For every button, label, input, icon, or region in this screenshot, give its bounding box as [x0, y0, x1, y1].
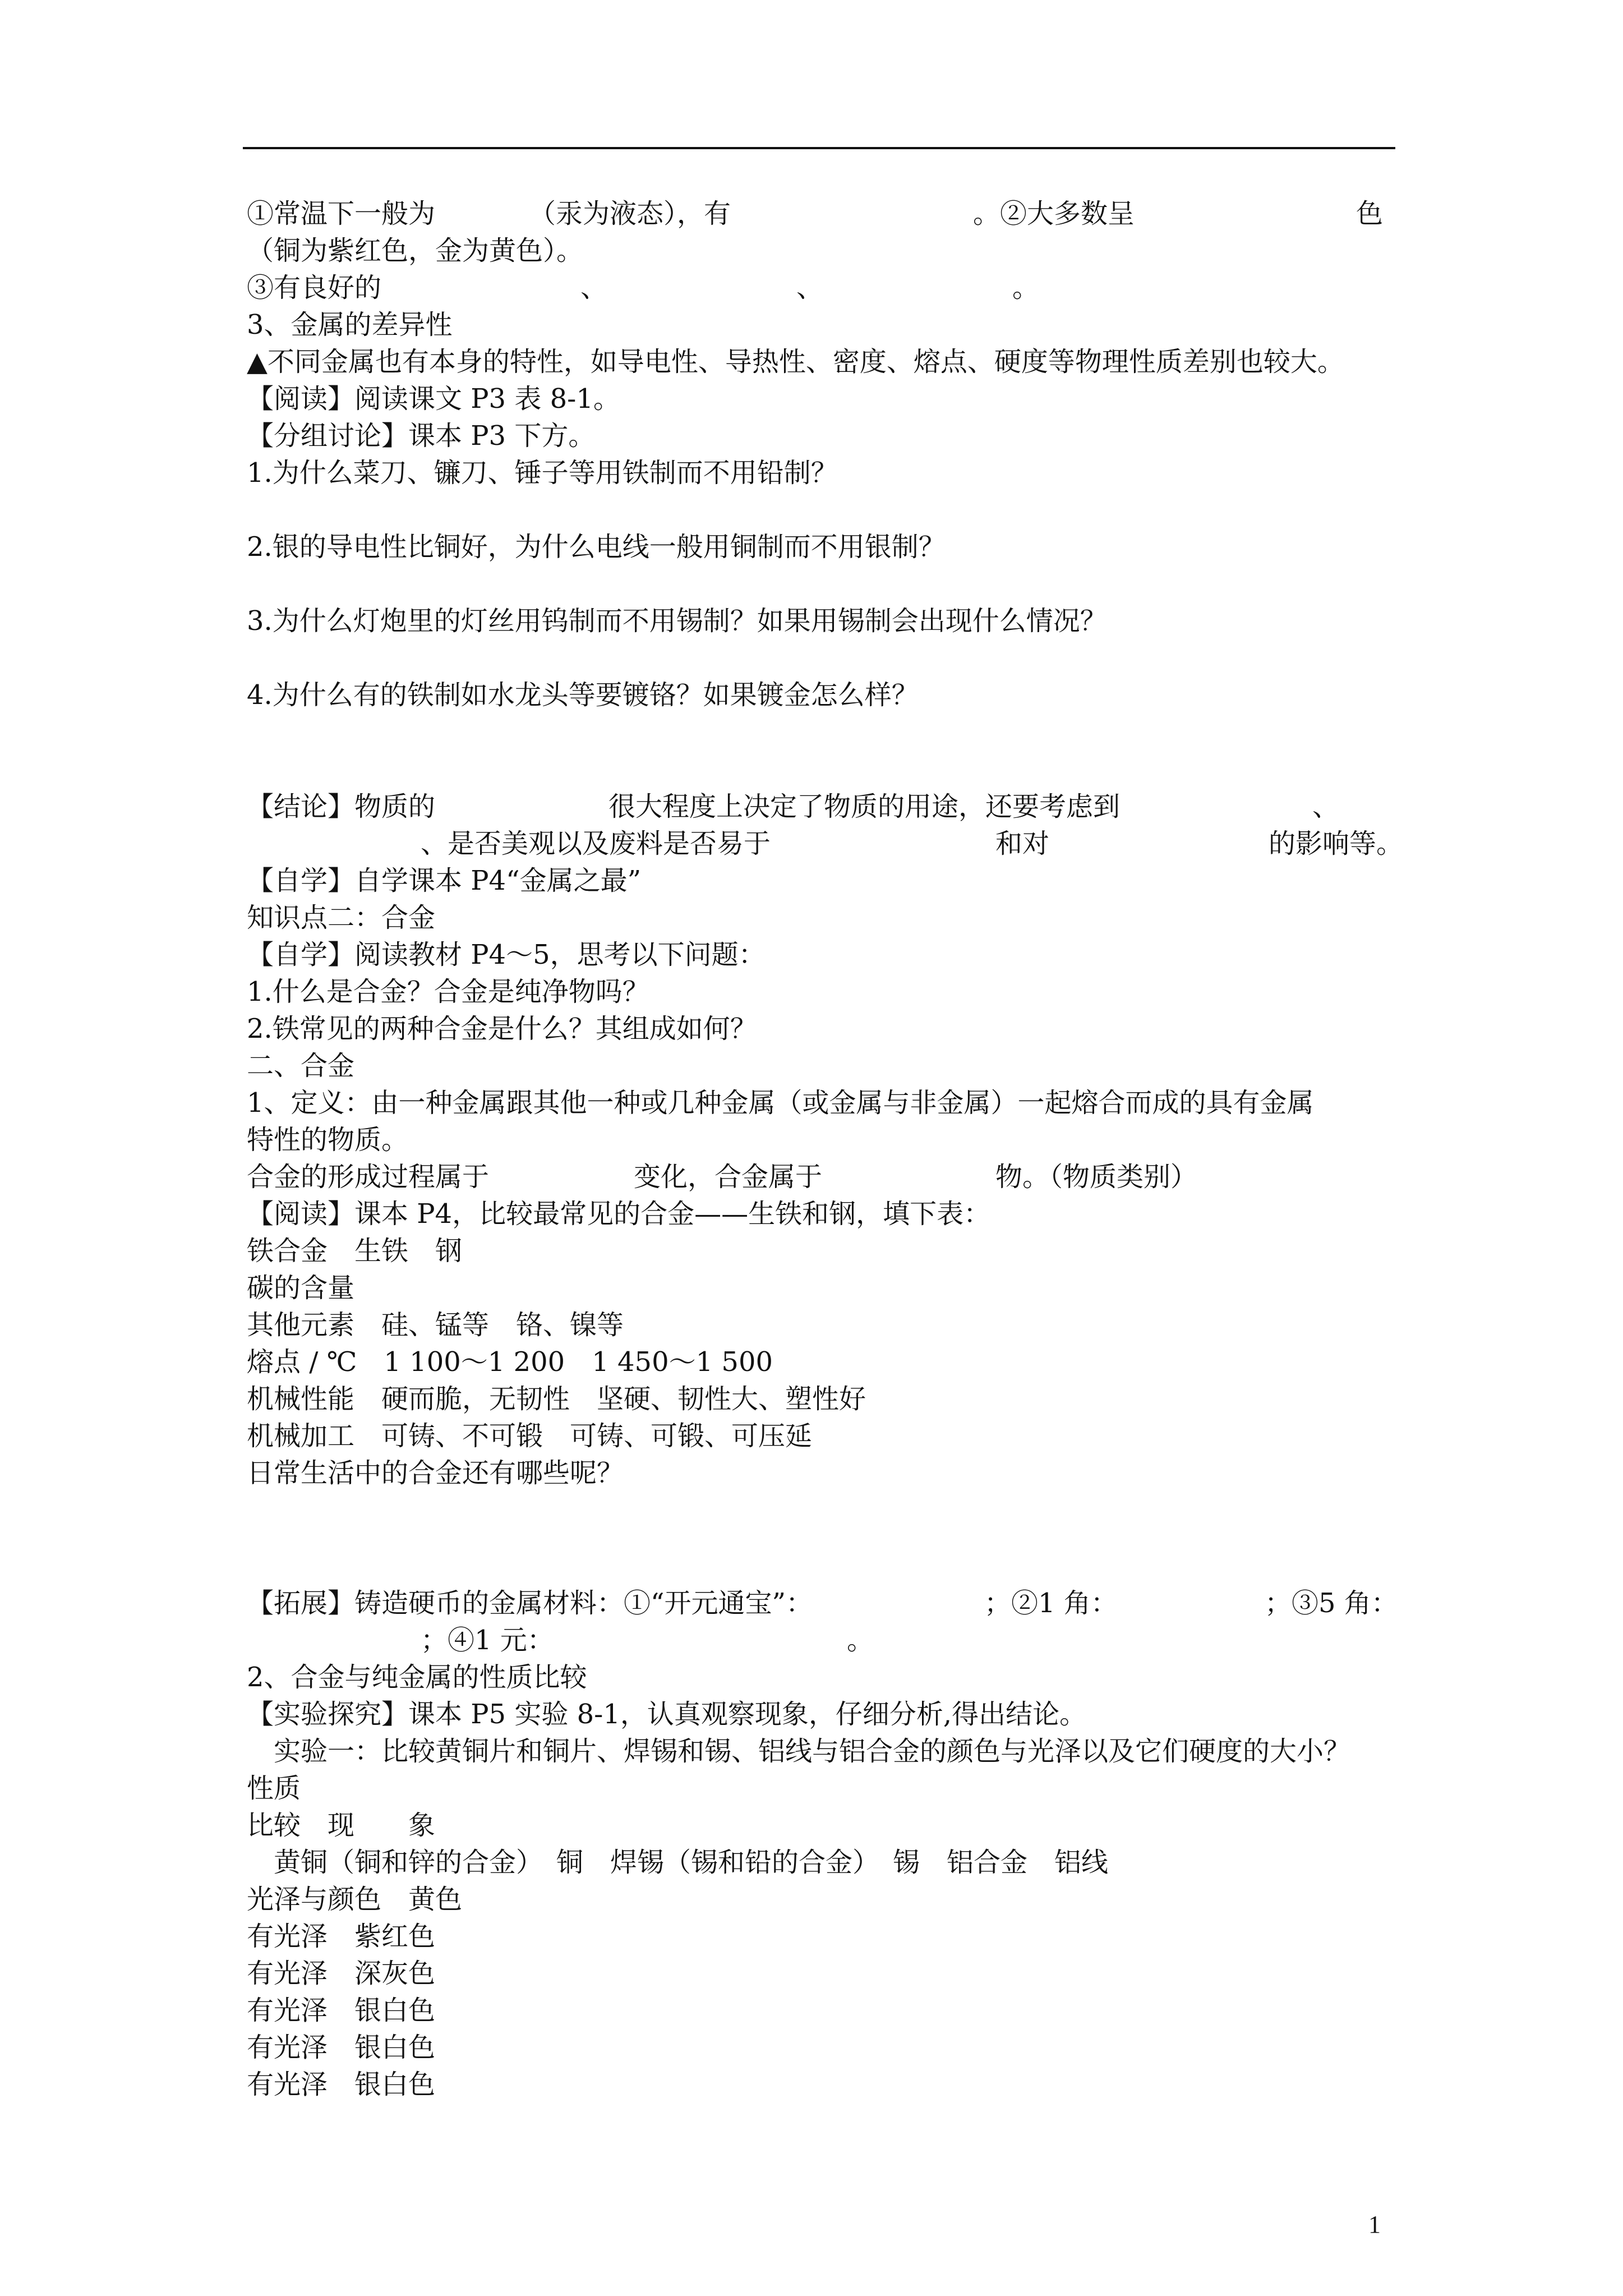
table-row-machining: 机械加工 可铸、不可锻 可铸、可锻、可压延	[247, 1420, 813, 1452]
table2-row: 有光泽 紫红色	[247, 1921, 436, 1952]
line-3-part-3: 、	[796, 272, 824, 303]
table2-row: 有光泽 银白色	[247, 1995, 436, 2026]
experiment-one: 实验一：比较黄铜片和铜片、焊锡和锡、铝线与铝合金的颜色与光泽以及它们硬度的大小？	[247, 1736, 1351, 1767]
comparison-heading: 2、合金与纯金属的性质比较	[247, 1662, 587, 1693]
definition-line-1: 1、定义：由一种金属跟其他一种或几种金属（或金属与非金属）一起熔合而成的具有金属	[247, 1087, 1314, 1119]
line-1-part-2: （汞为液态），有	[529, 198, 731, 229]
self-study-1: 【自学】自学课本 P4“金属之最”	[247, 865, 642, 896]
table2-row: 有光泽 银白色	[247, 2069, 436, 2100]
table2-compare: 比较 现 象	[247, 1810, 436, 1841]
reading-instruction: 【阅读】课本 P4，比较最常见的合金——生铁和钢，填下表：	[247, 1198, 991, 1230]
section-heading-alloy: 二、合金	[247, 1050, 355, 1082]
heading-metal-differences: 3、金属的差异性	[247, 309, 453, 341]
conclusion-part-2: 很大程度上决定了物质的用途，还要考虑到	[608, 791, 1121, 822]
question-2: 2.银的导电性比铜好，为什么电线一般用铜制而不用银制？	[247, 531, 946, 563]
table-row-mechanical-properties: 机械性能 硬而脆，无韧性 坚硬、韧性大、塑性好	[247, 1383, 866, 1415]
table2-property: 性质	[247, 1773, 301, 1804]
table2-row-color: 光泽与颜色 黄色	[247, 1884, 463, 1915]
conclusion-part-3: 、	[1312, 791, 1340, 822]
line-1-part-1: ①常温下一般为	[247, 198, 436, 229]
line-3-part-2: 、	[580, 272, 608, 303]
header-rule	[243, 147, 1395, 149]
question-4: 4.为什么有的铁制如水龙头等要镀铬？如果镀金怎么样？	[247, 679, 919, 711]
question-3: 3.为什么灯炮里的灯丝用钨制而不用锡制？如果用锡制会出现什么情况？	[247, 605, 1107, 637]
formation-part-3: 物。（物质类别）	[995, 1161, 1198, 1193]
line-3-part-4: 。	[1012, 272, 1040, 303]
page-number: 1	[1368, 2211, 1381, 2238]
table-row-elements: 其他元素 硅、锰等 铬、镍等	[247, 1309, 624, 1341]
table-row-melting-point: 熔点 / ℃ 1 100～1 200 1 450～1 500	[247, 1346, 773, 1378]
conclusion-part-6: 的影响等。	[1269, 828, 1404, 859]
line-5: ▲不同金属也有本身的特性，如导电性、导热性、密度、熔点、硬度等物理性质差别也较大。	[247, 346, 1344, 378]
extension-part-2: ；②1 角：	[984, 1588, 1118, 1619]
self-study-question-1: 1.什么是合金？合金是纯净物吗？	[247, 976, 649, 1007]
extension-part-4: ；④1 元：	[421, 1625, 554, 1656]
definition-line-2: 特性的物质。	[247, 1124, 409, 1156]
extension-part-3: ；③5 角：	[1265, 1588, 1398, 1619]
conclusion-part-4: 、是否美观以及废料是否易于	[421, 828, 771, 859]
line-1-part-3: 。②大多数呈	[973, 198, 1135, 229]
table-row-carbon: 碳的含量	[247, 1272, 355, 1304]
table2-row: 有光泽 深灰色	[247, 1958, 436, 1989]
table-row-header: 铁合金 生铁 钢	[247, 1235, 463, 1267]
daily-alloys-question: 日常生活中的合金还有哪些呢？	[247, 1457, 624, 1489]
line-3-part-1: ③有良好的	[247, 272, 382, 303]
table2-columns: 黄铜（铜和锌的合金） 铜 焊锡（锡和铅的合金） 锡 铝合金 铝线	[247, 1847, 1109, 1878]
line-2: （铜为紫红色，金为黄色）。	[247, 235, 584, 266]
experiment-instruction: 【实验探究】课本 P5 实验 8-1，认真观察现象，仔细分析,得出结论。	[247, 1699, 1087, 1730]
self-study-question-2: 2.铁常见的两种合金是什么？其组成如何？	[247, 1013, 757, 1045]
extension-part-1: 【拓展】铸造硬币的金属材料：①“开元通宝”：	[247, 1588, 813, 1619]
conclusion-part-5: 和对	[995, 828, 1050, 859]
formation-part-1: 合金的形成过程属于	[247, 1161, 490, 1193]
formation-part-2: 变化，合金属于	[634, 1161, 823, 1193]
line-1-part-4: 色	[1356, 198, 1384, 229]
conclusion-part-1: 【结论】物质的	[247, 791, 436, 822]
self-study-2: 【自学】阅读教材 P4～5，思考以下问题：	[247, 939, 766, 970]
table2-row: 有光泽 银白色	[247, 2032, 436, 2063]
knowledge-point-2: 知识点二：合金	[247, 902, 436, 933]
line-6: 【阅读】阅读课文 P3 表 8-1。	[247, 383, 620, 415]
extension-part-5: 。	[847, 1625, 874, 1656]
line-7: 【分组讨论】课本 P3 下方。	[247, 420, 596, 452]
question-1: 1.为什么菜刀、镰刀、锤子等用铁制而不用铅制？	[247, 457, 838, 489]
